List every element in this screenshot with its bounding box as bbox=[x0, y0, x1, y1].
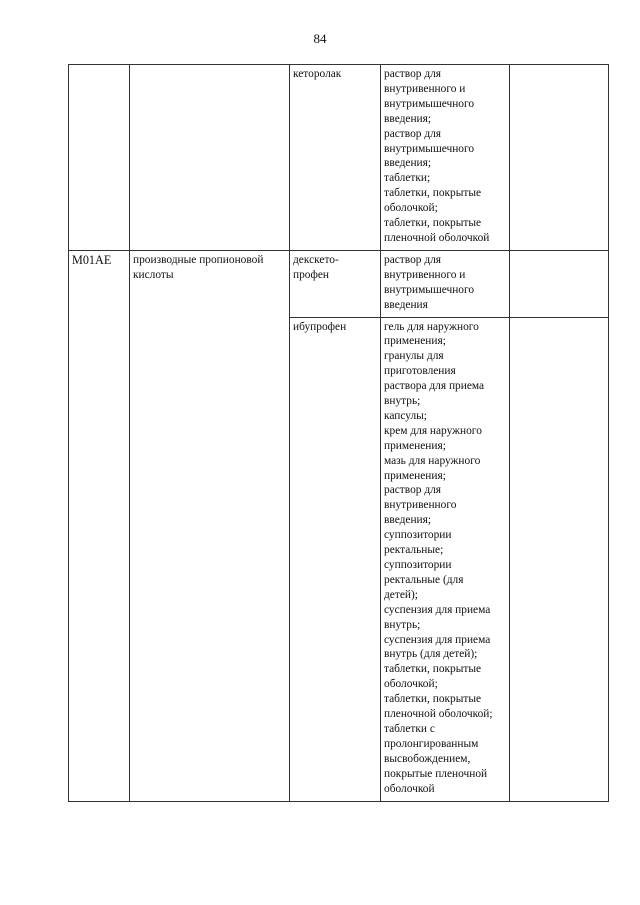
drug-name-cell-line: профен bbox=[293, 268, 330, 281]
dosage-forms-cell-line: таблетки, покрытые bbox=[384, 693, 482, 706]
drug-name-cell bbox=[290, 65, 381, 251]
dosage-forms-cell-line: суспензия для приема bbox=[384, 603, 491, 616]
dosage-forms-cell-line: внутривенного bbox=[384, 499, 457, 512]
table-row bbox=[69, 250, 609, 317]
drug-name-cell bbox=[290, 250, 381, 317]
dosage-forms-cell-line: таблетки, покрытые bbox=[384, 187, 482, 200]
drug-name-cell-line: декскето- bbox=[293, 253, 339, 266]
dosage-forms-cell-line: внутривенного и bbox=[384, 268, 466, 281]
dosage-forms-cell-line: введения; bbox=[384, 514, 432, 527]
dosage-forms-cell-line: оболочкой; bbox=[384, 202, 438, 215]
dosage-forms-cell-line: применения; bbox=[384, 335, 446, 348]
dosage-forms-cell-line: раствор для bbox=[384, 127, 442, 140]
dosage-forms-cell-line: крем для наружного bbox=[384, 424, 482, 437]
dosage-forms-cell-line: детей); bbox=[384, 588, 418, 601]
dosage-forms-cell-line: раствор для bbox=[384, 484, 442, 497]
dosage-forms-cell-line: высвобождением, bbox=[384, 752, 471, 765]
drug-table bbox=[68, 64, 609, 802]
dosage-forms-cell-line: ректальные; bbox=[384, 544, 444, 557]
drug-name-cell-line: ибупрофен bbox=[293, 320, 347, 333]
dosage-forms-cell-line: внутримышечного bbox=[384, 142, 475, 155]
dosage-forms-cell-line: таблетки, покрытые bbox=[384, 217, 482, 230]
dosage-forms-cell-line: мазь для наружного bbox=[384, 454, 481, 467]
dosage-forms-cell-line: применения; bbox=[384, 469, 446, 482]
dosage-forms-cell-line: гранулы для bbox=[384, 350, 444, 363]
dosage-forms-cell-line: раствор для bbox=[384, 68, 442, 80]
dosage-forms-cell-line: капсулы; bbox=[384, 409, 427, 422]
dosage-forms-cell-line: введения; bbox=[384, 157, 432, 170]
dosage-forms-cell-line: гель для наружного bbox=[384, 320, 479, 333]
dosage-forms-cell-line: таблетки, покрытые bbox=[384, 663, 482, 676]
dosage-forms-cell bbox=[381, 65, 510, 251]
dosage-forms-cell bbox=[381, 317, 510, 801]
note-cell bbox=[510, 65, 609, 251]
atc-code-cell bbox=[69, 65, 130, 251]
drug-name-cell-line: кеторолак bbox=[293, 68, 342, 80]
dosage-forms-cell-line: оболочкой; bbox=[384, 678, 438, 691]
group-name-cell-line: кислоты bbox=[133, 268, 174, 281]
group-name-cell-line: производные пропионовой bbox=[133, 253, 264, 266]
dosage-forms-cell-line: суппозитории bbox=[384, 559, 452, 571]
dosage-forms-cell-line: внутрь; bbox=[384, 395, 421, 408]
note-cell bbox=[510, 250, 609, 317]
dosage-forms-cell-line: внутрь; bbox=[384, 618, 421, 631]
dosage-forms-cell-line: пленочной оболочкой; bbox=[384, 708, 493, 721]
dosage-forms-cell-line: раствора для приема bbox=[384, 380, 485, 393]
dosage-forms-cell-line: внутримышечного bbox=[384, 97, 475, 110]
group-name-cell bbox=[130, 65, 290, 251]
dosage-forms-cell-line: пролонгированным bbox=[384, 737, 479, 750]
dosage-forms-cell-line: внутривенного и bbox=[384, 82, 466, 95]
dosage-forms-cell-line: оболочкой bbox=[384, 782, 435, 795]
page-number: 84 bbox=[313, 31, 327, 46]
dosage-forms-cell-line: приготовления bbox=[384, 365, 456, 378]
drug-name-cell bbox=[290, 317, 381, 801]
dosage-forms-cell-line: таблетки; bbox=[384, 172, 431, 185]
dosage-forms-cell-line: суспензия для приема bbox=[384, 633, 491, 646]
dosage-forms-cell-line: ректальные (для bbox=[384, 573, 464, 586]
dosage-forms-cell bbox=[381, 250, 510, 317]
dosage-forms-cell-line: введения; bbox=[384, 112, 432, 125]
dosage-forms-cell-line: суппозитории bbox=[384, 529, 452, 542]
table-body bbox=[69, 65, 609, 802]
dosage-forms-cell-line: таблетки с bbox=[384, 722, 435, 735]
table-row bbox=[69, 65, 609, 251]
dosage-forms-cell-line: пленочной оболочкой bbox=[384, 231, 490, 244]
group-name-cell bbox=[130, 250, 290, 801]
dosage-forms-cell-line: покрытые пленочной bbox=[384, 767, 488, 780]
dosage-forms-cell-line: применения; bbox=[384, 439, 446, 452]
dosage-forms-cell-line: внутрь (для детей); bbox=[384, 648, 478, 661]
dosage-forms-cell-line: внутримышечного bbox=[384, 283, 475, 296]
note-cell bbox=[510, 317, 609, 801]
atc-code-cell: M01AE bbox=[69, 250, 130, 801]
dosage-forms-cell-line: введения bbox=[384, 298, 428, 311]
dosage-forms-cell-line: раствор для bbox=[384, 253, 442, 266]
